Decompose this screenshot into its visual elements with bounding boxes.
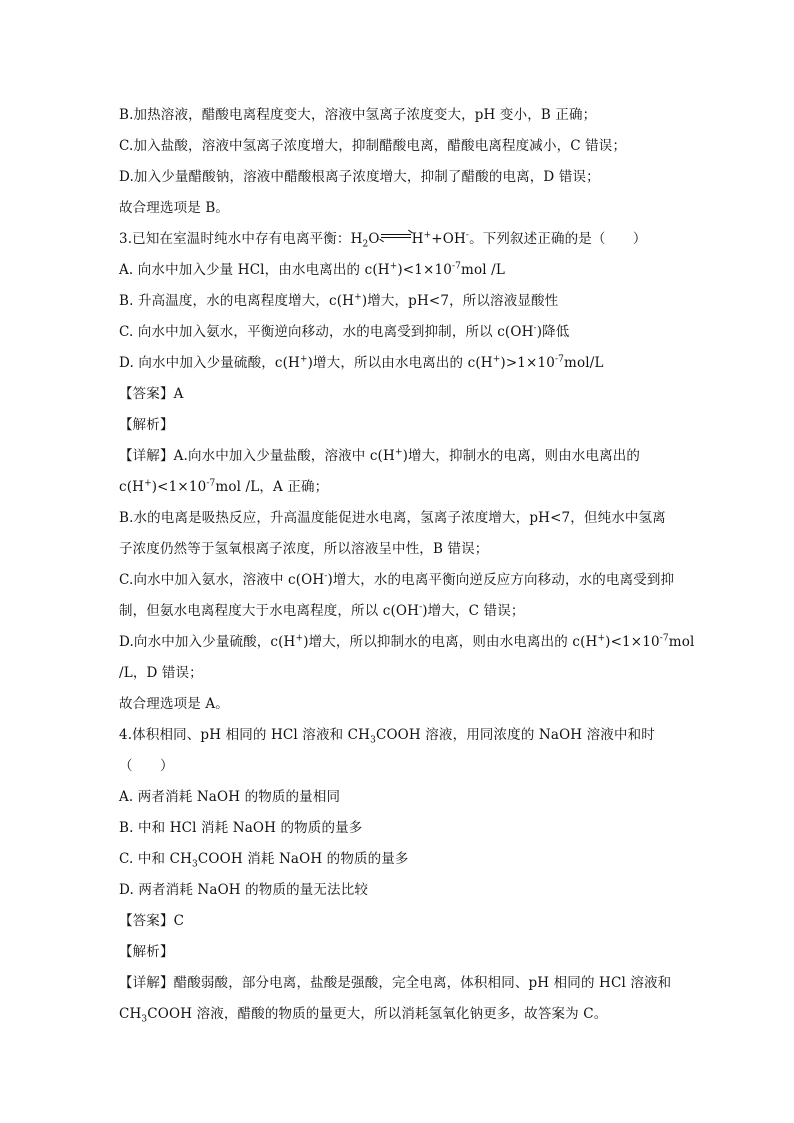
option-b: B. 升高温度，水的电离程度增大，c(H+)增大，pH<7，所以溶液显酸性 xyxy=(119,292,559,309)
option-a: A. 向水中加入少量 HCl，由水电离出的 $c(H^+)<1\times 10^{-7}mol$ /L xyxy=(119,261,505,278)
option-b: B. 中和 HCl 消耗 NaOH 的物质的量多 xyxy=(119,820,363,836)
text-line: B.加热溶液，醋酸电离程度变大，溶液中氢离子浓度变大，pH 变小，B 正确； xyxy=(119,107,597,123)
explanation-line: $CH_3COOH$ 溶液，醋酸的物质的量更大，所以消耗氢氧化钠更多，故答案为 C。 xyxy=(119,1006,608,1025)
answer-label: 【答案】C xyxy=(119,913,185,929)
explanation-line: $c(H^+)<1\times 10^{-7}mol$ /L，A 正确； xyxy=(119,478,329,495)
explanation-line: 【详解】A.向水中加入少量盐酸，溶液中 c(H+)增大，抑制水的电离，则由水电离出的 xyxy=(119,447,641,464)
explanation-line: 子浓度仍然等于氢氧根离子浓度，所以溶液呈中性，B 错误； xyxy=(119,541,489,557)
option-a: A. 两者消耗 NaOH 的物质的量相同 xyxy=(119,789,341,805)
analysis-label: 【解析】 xyxy=(119,417,174,433)
explanation-line: 【详解】醋酸弱酸，部分电离，盐酸是强酸，完全电离，体积相同、pH 相同的 HCl 溶液和 xyxy=(119,975,672,991)
question-4: 4.体积相同、pH 相同的 HCl 溶液和 $CH_3COOH$ 溶液，用同浓度的 NaOH 溶液中和时 xyxy=(119,727,655,746)
option-d: D. 两者消耗 NaOH 的物质的量无法比较 xyxy=(119,882,369,898)
explanation-line: D.向水中加入少量硫酸，c(H+)增大，所以抑制水的电离，则由水电离出的 $c(H^+)<1\times 10^{-7}mol$ xyxy=(119,633,695,650)
equilibrium-arrow-icon xyxy=(381,233,411,240)
text-line: 故合理选项是 B。 xyxy=(119,200,230,216)
option-c: C. 向水中加入氨水，平衡逆向移动，水的电离受到抑制，所以 c(OH-)降低 xyxy=(119,323,570,340)
explanation-line: 制，但氨水电离程度大于水电离程度，所以 c(OH-)增大，C 错误； xyxy=(119,602,525,619)
explanation-line: B.水的电离是吸热反应，升高温度能促进水电离，氢离子浓度增大，pH<7，但纯水中氢离 xyxy=(119,510,666,526)
explanation-line: /L，D 错误； xyxy=(119,665,203,681)
text-line: C.加入盐酸，溶液中氢离子浓度增大，抑制醋酸电离，醋酸电离程度减小，C 错误； xyxy=(119,138,627,154)
answer-label: 【答案】A xyxy=(119,386,184,402)
conclusion-line: 故合理选项是 A。 xyxy=(119,696,229,712)
option-c: C. 中和 $CH_3COOH$ 消耗 NaOH 的物质的量多 xyxy=(119,851,409,870)
analysis-label: 【解析】 xyxy=(119,944,174,960)
question-4-paren: （ ） xyxy=(119,758,174,774)
text-line: D.加入少量醋酸钠，溶液中醋酸根离子浓度增大，抑制了醋酸的电离，D 错误； xyxy=(119,169,600,185)
option-d: D. 向水中加入少量硫酸，c(H+)增大，所以由水电离出的 $c(H^+)>1\times 10^{-7}mol/L$ xyxy=(119,354,604,371)
question-3: 3.已知在室温时纯水中存有电离平衡：$H_2O$ H++OH-。下列叙述正确的是（ ） xyxy=(119,230,647,250)
explanation-line: C.向水中加入氨水，溶液中 c(OH-)增大，水的电离平衡向逆反应方向移动，水的电离受到抑 xyxy=(119,571,675,588)
